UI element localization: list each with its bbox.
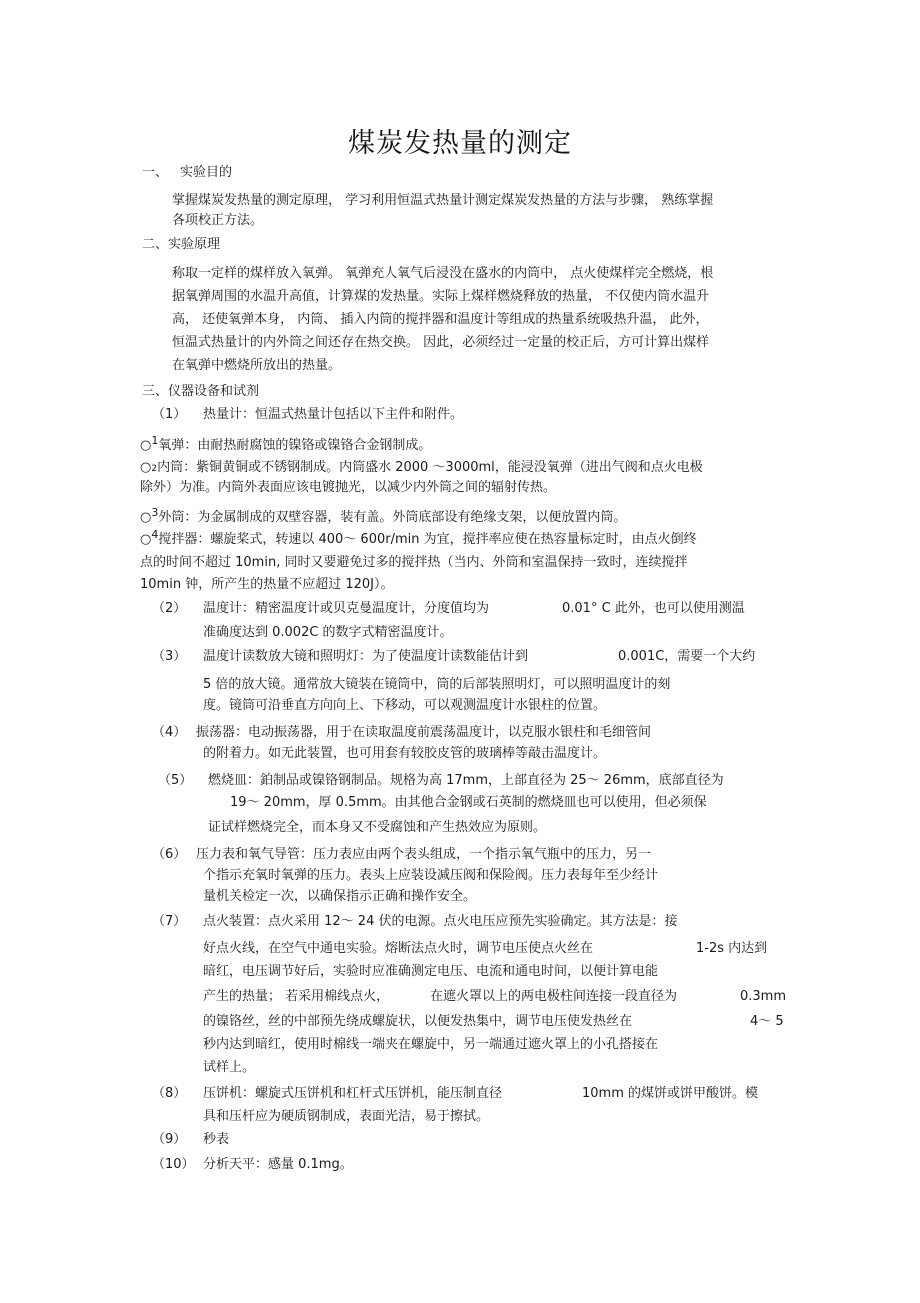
component-number-2: 2	[151, 464, 158, 474]
ignition-line-4c: 0.3mm	[740, 989, 787, 1004]
press-line-1a: 压饼机：螺旋式压饼机和杠杆式压饼机，能压制直径	[203, 1086, 503, 1101]
thermometer-line-1a: 温度计：精密温度计或贝克曼温度计，分度值均为	[203, 601, 490, 616]
principle-line-5: 在氧弹中燃烧所放出的热量。	[172, 358, 342, 373]
ignition-line-2a: 好点火线，在空气中通电实验。熔断法点火时，调节电压使点火丝在	[203, 941, 594, 956]
item-number-9: （9）	[152, 1132, 187, 1147]
stirrer-line-3: 10min 钟，所产生的热量不应超过 120J）。	[140, 577, 394, 592]
item-number-4: （4）	[152, 725, 187, 740]
vibrator-line-2: 的附着力。如无此装置，也可用套有较胶皮管的玻璃棒等敲击温度计。	[203, 746, 607, 761]
component-number-4: 4	[151, 528, 159, 541]
inner-cylinder-line-2: 除外）为准。内筒外表面应该电镀抛光，以减少内外筒之间的辐射传热。	[140, 480, 557, 495]
stopwatch-text: 秒表	[203, 1132, 230, 1147]
circle-mark-icon: ○	[140, 460, 152, 475]
press-line-2: 具和压杆应为硬质钢制成，表面光洁，易于擦拭。	[203, 1109, 490, 1124]
principle-line-4: 恒温式热量计的内外筒之间还存在热交换。 因此，必须经过一定量的校正后，方可计算出煤样	[172, 335, 710, 350]
ignition-line-1: 点火装置：点火采用 12～ 24 伏的电源。点火电压应预先实验确定。其方法是：接	[203, 914, 678, 929]
component-oxygen-bomb: ○$^1$氧弹：由耐热耐腐蚀的镍铬或镍铬合金钢制成。	[140, 434, 432, 453]
page-title: 煤炭发热量的测定	[348, 128, 572, 159]
item-number-7: （7）	[152, 914, 187, 929]
magnifier-line-1a: 温度计读数放大镜和照明灯：为了使温度计读数能估计到	[203, 649, 529, 664]
ignition-line-6: 秒内达到暗红，使用时棉线一端夹在螺旋中，另一端通过遮火罩上的小孔搭接在	[203, 1037, 659, 1052]
ignition-line-7: 试样上。	[203, 1060, 256, 1075]
component-inner-cylinder: ○2内筒：紫铜黄铜或不锈钢制成。内筒盛水 2000 ～3000ml，能浸没氧弹（进出气阀和点火电极	[140, 460, 703, 475]
crucible-line-1: 燃烧皿：鉑制品或镍铬钢制品。规格为高 17mm，上部直径为 25～ 26mm，底部直径为	[208, 773, 724, 788]
ignition-line-5b: 4～ 5	[750, 1014, 784, 1029]
magnifier-line-3: 度。镜筒可沿垂直方向向上、下移动，可以观测温度计水银柱的位置。	[203, 698, 607, 713]
pressure-gauge-line-3: 量机关检定一次，以确保指示正确和操作安全。	[203, 889, 477, 904]
section-heading-principle: 二、实验原理	[142, 237, 221, 252]
principle-line-2: 据氧弹周围的水温升高值，计算煤的发热量。实际上煤样燃烧释放的热量， 不仅使内筒水温升	[172, 289, 710, 304]
component-outer-cylinder: ○$^3$外筒：为金属制成的双壁容器，装有盖。外筒底部设有绝缘支架，以便放置内筒。	[140, 506, 627, 525]
pressure-gauge-line-1: 压力表和氧气导管：压力表应由两个表头组成，一个指示氧气瓶中的压力，另一	[196, 847, 652, 862]
ignition-line-3: 暗红，电压调节好后，实验时应准确测定电压、电流和通电时间，以便计算电能	[203, 964, 659, 979]
item-number-2: （2）	[152, 601, 187, 616]
balance-text: 分析天平：感量 0.1mg。	[203, 1157, 353, 1172]
pressure-gauge-line-2: 个指示充氧时氧弹的压力。表头上应装设减压阀和保险阀。压力表每年至少经计	[203, 868, 659, 883]
component-number-1: 1	[151, 434, 159, 447]
purpose-line-2: 各项校正方法。	[172, 213, 264, 228]
item-number-10: （10）	[152, 1157, 195, 1172]
ignition-line-2b: 1-2s 内达到	[696, 941, 768, 956]
section-heading-purpose: 实验目的	[180, 165, 233, 180]
principle-line-1: 称取一定样的煤样放入氧弹。 氧弹充人氧气后浸没在盛水的内筒中， 点火使煤样完全燃烧，根	[172, 266, 714, 281]
purpose-line-1: 掌握煤炭发热量的测定原理， 学习利用恒温式热量计测定煤炭发热量的方法与步骤， 熟练掌握	[172, 193, 714, 208]
circle-mark-icon: ○	[140, 510, 152, 525]
item-number-3: （3）	[152, 649, 187, 664]
vibrator-line-1: 振荡器：电动振荡器，用于在读取温度前震荡温度计，以克服水银柱和毛细管间	[196, 725, 652, 740]
item-number-6: （6）	[152, 847, 187, 862]
ignition-line-4b: 在遮火罩以上的两电极柱间连接一段直径为	[430, 989, 678, 1004]
magnifier-line-2: 5 倍的放大镜。通常放大镜装在镜筒中，筒的后部装照明灯，可以照明温度计的刻	[203, 677, 671, 692]
circle-mark-icon: ○	[140, 438, 152, 453]
crucible-line-3: 证试样燃烧完全，而本身又不受腐蚀和产生热效应为原则。	[208, 820, 547, 835]
item-number-5: （5）	[158, 773, 193, 788]
section-number-1: 一、	[142, 165, 169, 180]
crucible-line-2: 19～ 20mm，厚 0.5mm。由其他合金钢或石英制的燃烧皿也可以使用，但必须保	[230, 795, 707, 810]
ignition-line-5a: 的镍铬丝，丝的中部预先绕成螺旋状，以便发热集中，调节电压使发热丝在	[203, 1014, 633, 1029]
principle-line-3: 高， 还使氧弹本身， 内筒、 插入内筒的搅拌器和温度计等组成的热量系统吸热升温， 此外，	[172, 312, 709, 327]
thermometer-line-2: 准确度达到 0.002C 的数字式精密温度计。	[203, 625, 453, 640]
circle-mark-icon: ○	[140, 532, 152, 547]
item-number-8: （8）	[152, 1086, 187, 1101]
press-line-1b: 10mm 的煤饼或饼甲酸饼。模	[582, 1086, 759, 1101]
thermometer-line-1b: 0.01° C 此外，也可以使用测温	[562, 601, 745, 616]
section-heading-equipment: 三、仪器设备和试剂	[142, 384, 260, 399]
component-number-3: 3	[151, 506, 159, 519]
item-text-calorimeter: 热量计：恒温式热量计包括以下主件和附件。	[203, 407, 464, 422]
stirrer-line-2: 点的时间不超过 10min, 同时又要避免过多的搅拌热（当内、外筒和室温保持一致时，连续搅拌	[140, 555, 688, 570]
component-stirrer: ○$^4$搅拌器：螺旋桨式，转速以 400～ 600r/min 为宜，搅拌率应使在热容量标定时，由点火倒终	[140, 528, 697, 547]
magnifier-line-1b: 0.001C，需要一个大约	[618, 649, 756, 664]
ignition-line-4a: 产生的热量； 若采用棉线点火，	[203, 989, 390, 1004]
item-number-1: （1）	[152, 407, 187, 422]
